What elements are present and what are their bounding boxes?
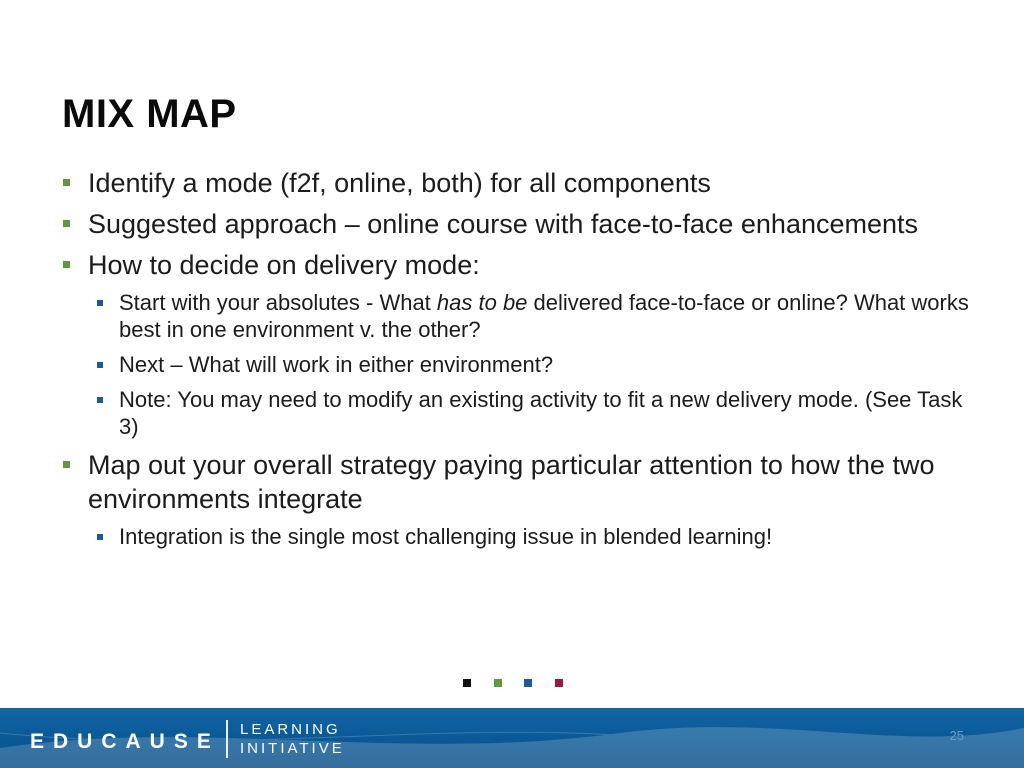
bullet-text: Map out your overall strategy paying particular attention to how the two environments integrate [88, 450, 935, 514]
bullet-text: Suggested approach – online course with face-to-face enhancements [88, 209, 919, 239]
bullet-item [60, 248, 980, 282]
bullet-marker [63, 261, 70, 268]
footer-bar [0, 708, 1024, 768]
sub-bullet-text: Next – What will work in either environment? [119, 352, 554, 377]
square-dot-icon [524, 679, 532, 687]
sub-bullet-text: Integration is the single most challenging issue in blended learning! [119, 524, 773, 549]
sub-bullet-item [60, 523, 980, 550]
sub-bullet-text: Note: You may need to modify an existing activity to fit a new delivery mode. (See Task 3) [119, 387, 963, 439]
bullet-text: How to decide on delivery mode: [88, 250, 480, 280]
sub-bullet-marker [97, 534, 103, 540]
sub-bullet-item [60, 289, 980, 343]
square-dot-icon [555, 679, 563, 687]
square-dot-icon [494, 679, 502, 687]
bullet-item [60, 207, 980, 241]
bullet-marker [63, 461, 70, 468]
initiative-line-1: LEARNING [240, 721, 341, 738]
bullet-item [60, 166, 980, 200]
square-dot-icon [463, 679, 471, 687]
bullet-list [60, 166, 980, 558]
learning-initiative-logo [240, 720, 345, 758]
sub-bullet-text: Start with your absolutes - What has to be delivered face-to-face or online? What works best in one environment v. the other? [119, 290, 969, 342]
bullet-marker [63, 220, 70, 227]
initiative-line-2: INITIATIVE [240, 740, 345, 757]
educause-logo: EDUCAUSE [30, 730, 220, 753]
slide-title: MIX MAP [62, 92, 237, 136]
sub-bullet-item [60, 351, 980, 378]
sub-bullet-marker [97, 300, 103, 306]
bullet-marker [63, 179, 70, 186]
sub-bullet-marker [97, 397, 103, 403]
sub-bullet-list [60, 289, 980, 440]
page-number: 25 [949, 728, 964, 743]
sub-bullet-marker [97, 362, 103, 368]
bullet-text: Identify a mode (f2f, online, both) for all components [88, 168, 711, 198]
logo-divider [226, 720, 228, 758]
bullet-item [60, 448, 980, 516]
emphasis-text: has to be [436, 290, 528, 315]
sub-bullet-list [60, 523, 980, 550]
sub-bullet-item [60, 386, 980, 440]
